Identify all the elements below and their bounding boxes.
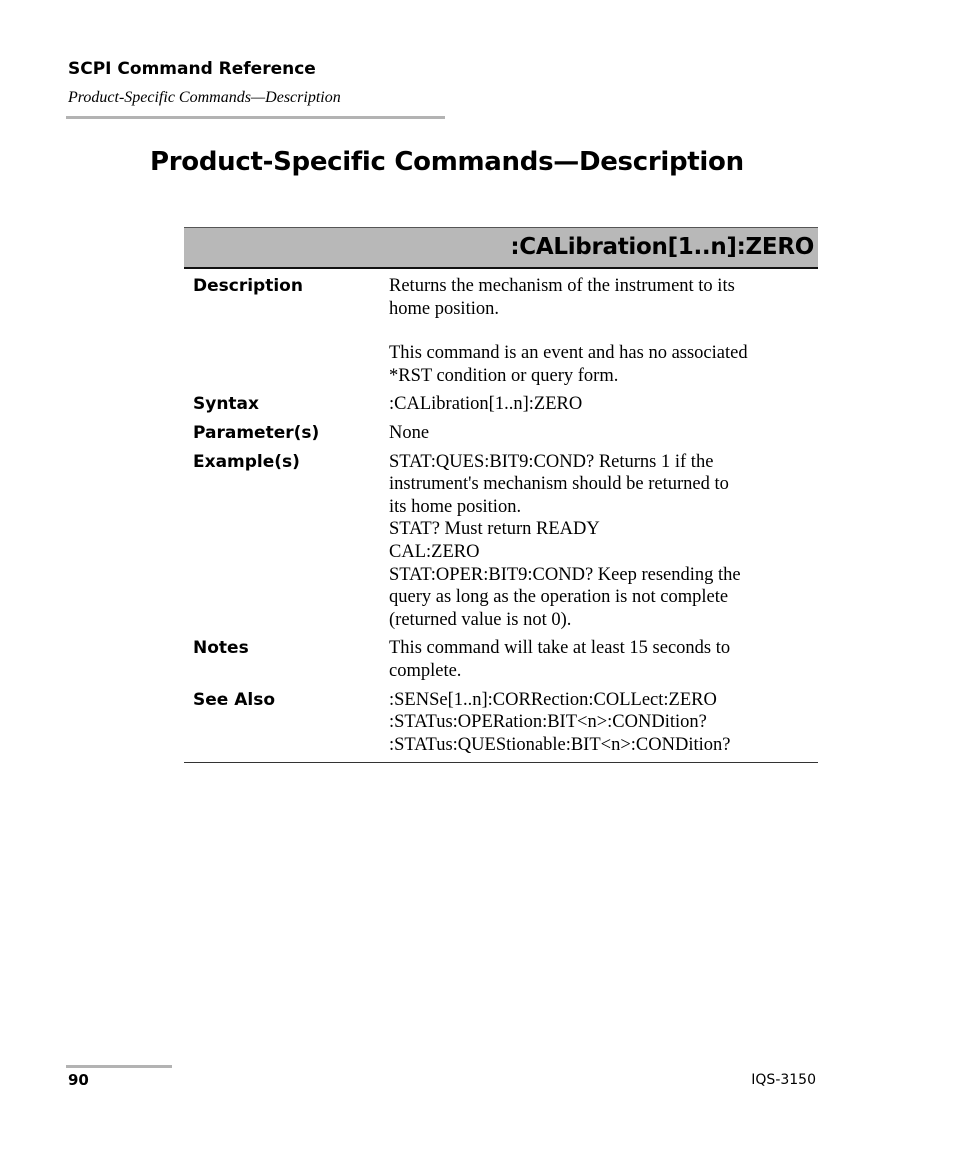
row-label: Parameter(s) bbox=[193, 422, 320, 443]
value-line: home position. bbox=[389, 298, 499, 319]
value-line: STAT? Must return READY bbox=[389, 519, 600, 540]
value-paragraph bbox=[389, 451, 818, 632]
section-title: SCPI Command Reference bbox=[68, 59, 316, 79]
value-line: :CALibration[1..n]:ZERO bbox=[389, 394, 583, 415]
running-header bbox=[68, 58, 448, 109]
row-value bbox=[389, 393, 818, 416]
section-subtitle: Product-Specific Commands—Description bbox=[68, 89, 341, 106]
value-paragraph bbox=[389, 393, 818, 416]
value-line: :STATus:QUEStionable:BIT<n>:CONDition? bbox=[389, 734, 731, 755]
value-line: None bbox=[389, 422, 430, 443]
row-value bbox=[389, 275, 818, 387]
value-line: *RST condition or query form. bbox=[389, 365, 619, 386]
row-see-also bbox=[184, 689, 818, 757]
value-line: STAT:QUES:BIT9:COND? Returns 1 if the bbox=[389, 451, 714, 472]
footer-rule bbox=[66, 1065, 172, 1068]
value-paragraph bbox=[389, 342, 818, 387]
value-paragraph bbox=[389, 689, 818, 757]
row-example-s bbox=[184, 451, 818, 632]
page-number: 90 bbox=[68, 1071, 89, 1089]
value-line: (returned value is not 0). bbox=[389, 609, 572, 630]
value-paragraph bbox=[389, 422, 818, 445]
value-line: :STATus:OPERation:BIT<n>:CONDition? bbox=[389, 712, 707, 733]
value-line: This command will take at least 15 seconds to bbox=[389, 638, 731, 659]
command-body bbox=[184, 275, 818, 763]
row-value bbox=[389, 422, 818, 445]
value-line: STAT:OPER:BIT9:COND? Keep resending the bbox=[389, 564, 741, 585]
row-label: See Also bbox=[193, 689, 276, 710]
header-rule bbox=[66, 116, 445, 119]
value-line: Returns the mechanism of the instrument to its bbox=[389, 276, 735, 296]
value-line: query as long as the operation is not complete bbox=[389, 587, 729, 608]
row-description bbox=[184, 275, 818, 387]
value-line: CAL:ZERO bbox=[389, 541, 480, 562]
value-paragraph bbox=[389, 275, 818, 320]
value-line: :SENSe[1..n]:CORRection:COLLect:ZERO bbox=[389, 689, 717, 710]
value-paragraph bbox=[389, 637, 818, 682]
row-parameter-s bbox=[184, 422, 818, 445]
row-value bbox=[389, 637, 818, 682]
row-syntax bbox=[184, 393, 818, 416]
row-value bbox=[389, 689, 818, 757]
row-label: Description bbox=[193, 276, 303, 296]
command-table bbox=[184, 227, 818, 763]
row-label: Notes bbox=[193, 638, 249, 659]
value-line: complete. bbox=[389, 660, 462, 681]
row-value bbox=[389, 451, 818, 632]
product-code: IQS-3150 bbox=[751, 1072, 816, 1088]
value-line: its home position. bbox=[389, 496, 522, 517]
row-notes bbox=[184, 637, 818, 682]
value-line: This command is an event and has no associated bbox=[389, 343, 748, 364]
page-title: Product-Specific Commands—Description bbox=[150, 147, 744, 177]
value-line: instrument's mechanism should be returned to bbox=[389, 474, 729, 495]
row-label: Syntax bbox=[193, 394, 259, 415]
command-header bbox=[184, 227, 818, 269]
row-label: Example(s) bbox=[193, 451, 300, 472]
command-name: :CALibration[1..n]:ZERO bbox=[510, 234, 814, 260]
